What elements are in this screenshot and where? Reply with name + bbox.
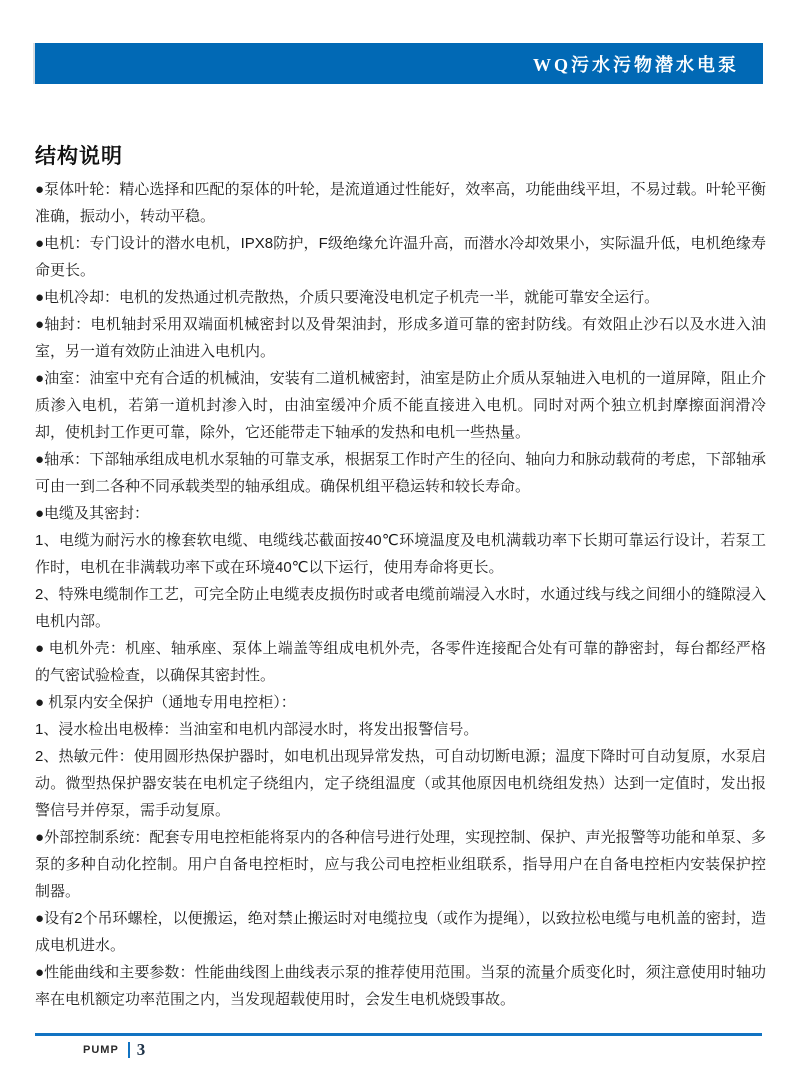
- body-paragraph: ●电缆及其密封：: [35, 505, 150, 522]
- body-paragraph: 2、热敏元件：使用圆形热保护器时，如电机出现异常发热，可自动切断电源；温度下降时可自动复原，水泵启动。微型热保护器安装在电机定子绕组内，定子绕组温度（或其他原因电机绕组发热）达到一定值时，发出报警信号并停泵，需手动复原。: [35, 748, 766, 819]
- body-paragraph: ●性能曲线和主要参数：性能曲线图上曲线表示泵的推荐使用范围。当泵的流量介质变化时，须注意使用时轴功率在电机额定功率范围之内，当发现超载使用时，会发生电机烧毁事故。: [35, 964, 766, 1008]
- body-paragraph: ●轴封：电机轴封采用双端面机械密封以及骨架油封，形成多道可靠的密封防线。有效阻止沙石以及水进入油室，另一道有效防止油进入电机内。: [35, 316, 766, 360]
- section-title: 结构说明: [35, 145, 123, 168]
- page-footer: [35, 1033, 762, 1060]
- footer-brand: PUMP: [83, 1044, 119, 1056]
- body-paragraph: 1、浸水检出电极棒：当油室和电机内部浸水时，将发出报警信号。: [35, 721, 479, 738]
- footer-divider: [128, 1042, 130, 1058]
- body-text-block: [35, 176, 766, 1013]
- body-paragraph: 1、电缆为耐污水的橡套软电缆、电缆线芯截面按40℃环境温度及电机满载功率下长期可靠运行设计，若泵工作时，电机在非满载功率下或在环境40℃以下运行，使用寿命将更长。: [35, 532, 766, 576]
- body-paragraph: ●设有2个吊环螺栓，以便搬运，绝对禁止搬运时对电缆拉曳（或作为提绳），以致拉松电缆与电机盖的密封，造成电机进水。: [35, 910, 766, 954]
- body-paragraph: ●电机冷却：电机的发热通过机壳散热，介质只要淹没电机定子机壳一半，就能可靠安全运行。: [35, 289, 660, 306]
- body-paragraph: ●轴承：下部轴承组成电机水泵轴的可靠支承，根据泵工作时产生的径向、轴向力和脉动载荷的考虑，下部轴承可由一到二各种不同承载类型的轴承组成。确保机组平稳运转和较长寿命。: [35, 451, 766, 495]
- body-paragraph: 2、特殊电缆制作工艺，可完全防止电缆表皮损伤时或者电缆前端浸入水时，水通过线与线之间细小的缝隙浸入电机内部。: [35, 586, 766, 630]
- header-band: [35, 43, 763, 84]
- body-paragraph: ● 机泵内安全保护（通地专用电控柜）：: [35, 694, 296, 711]
- footer-rule: [35, 1033, 762, 1036]
- body-paragraph: ●油室：油室中充有合适的机械油，安装有二道机械密封，油室是防止介质从泵轴进入电机的一道屏障，阻止介质渗入电机，若第一道机封渗入时，由油室缓冲介质不能直接进入电机。同时对两个独立机封摩擦面润滑冷却，使机封工作更可靠，除外，它还能带走下轴承的发热和电机一些热量。: [35, 370, 766, 441]
- page-number: 3: [136, 1040, 146, 1059]
- body-paragraph: ● 电机外壳：机座、轴承座、泵体上端盖等组成电机外壳，各零件连接配合处有可靠的静密封，每台都经严格的气密试验检查，以确保其密封性。: [35, 640, 766, 684]
- body-paragraph: ●泵体叶轮：精心选择和匹配的泵体的叶轮，是流道通过性能好，效率高，功能曲线平坦，不易过载。叶轮平衡准确，振动小，转动平稳。: [35, 181, 766, 225]
- body-paragraph: ●电机：专门设计的潜水电机，IPX8防护，F级绝缘允许温升高，而潜水冷却效果小，实际温升低，电机绝缘寿命更长。: [35, 235, 766, 279]
- header-title: WQ污水污物潜水电泵: [532, 54, 739, 75]
- body-paragraph: ●外部控制系统：配套专用电控柜能将泵内的各种信号进行处理，实现控制、保护、声光报警等功能和单泵、多泵的多种自动化控制。用户自备电控柜时，应与我公司电控柜业组联系，指导用户在自备电控柜内安装保护控制器。: [35, 829, 766, 900]
- footer-meta: [83, 1040, 762, 1060]
